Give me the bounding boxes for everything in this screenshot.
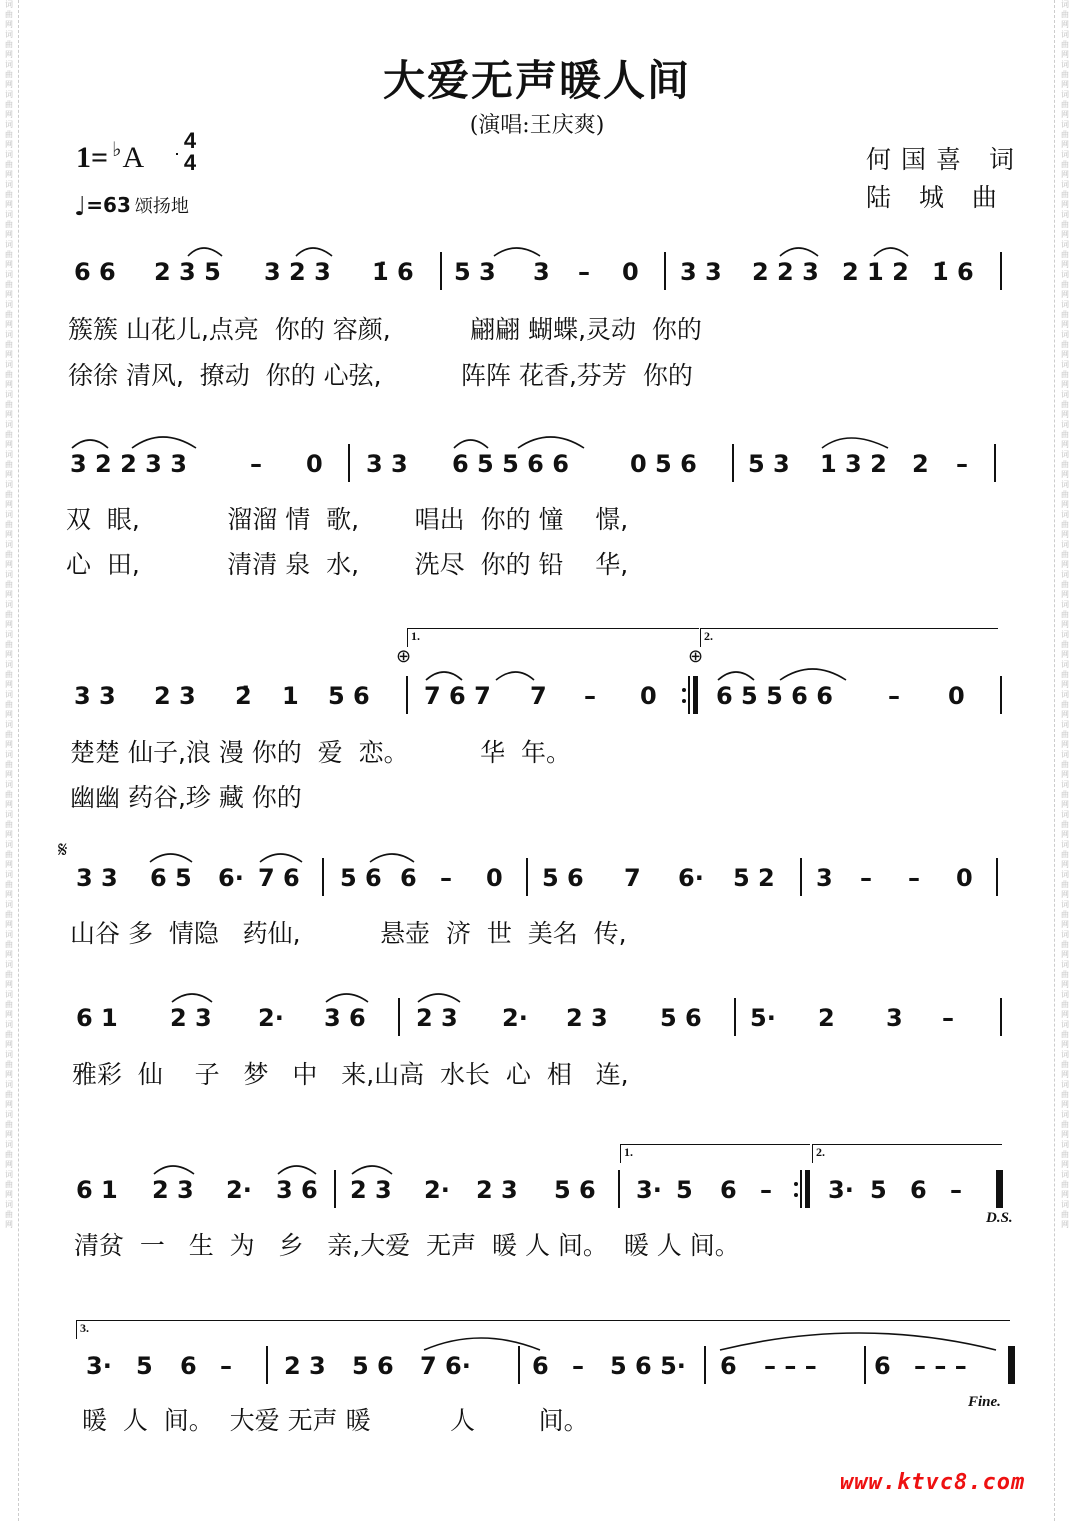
note-group: 6: [180, 1352, 197, 1380]
time-sig-top: 4: [183, 128, 197, 153]
note-group: 5 6: [542, 864, 584, 892]
note-group: 2 3 5: [154, 258, 221, 286]
bar-line: [618, 1170, 620, 1208]
note-group: 5·: [750, 1004, 776, 1032]
note-group: 2 2 3: [752, 258, 819, 286]
note-group: 2: [912, 450, 929, 478]
slur: [260, 854, 302, 862]
lyric-line: 楚楚 仙子,浪 漫 你的 爱 恋。 华 年。: [70, 738, 571, 767]
note-group: 2 3: [154, 682, 196, 710]
note-group: 7: [624, 864, 641, 892]
bar-line: [800, 858, 802, 896]
time-sig-bar: [176, 153, 178, 155]
bar-line: [266, 1346, 268, 1384]
note-group: 2·: [258, 1004, 284, 1032]
note-group: 2: [818, 1004, 835, 1032]
slur: [278, 1166, 316, 1174]
song-title: 大爱无声暖人间: [382, 56, 691, 105]
note-group: 1̇ 6: [372, 258, 414, 286]
bar-line: [732, 444, 734, 482]
note-group: 3: [886, 1004, 903, 1032]
note-group: 3·: [828, 1176, 854, 1204]
flat-icon: ♭: [112, 139, 122, 161]
bar-line: [398, 998, 400, 1036]
note-group: 2 3: [566, 1004, 608, 1032]
slur: [426, 672, 462, 680]
right-dashed-border: [1054, 0, 1055, 1521]
note-group: 6: [532, 1352, 549, 1380]
lyric-line: 雅彩 仙 子 梦 中 来,山高 水长 心 相 连,: [72, 1060, 629, 1089]
note-group: 0: [622, 258, 639, 286]
note-group: 5: [870, 1176, 887, 1204]
final-double-bar-line: [1008, 1346, 1015, 1384]
note-group: 2 3: [284, 1352, 326, 1380]
note-group: 7: [530, 682, 547, 710]
note-group: 5 6: [352, 1352, 394, 1380]
key-prefix: 1=: [76, 141, 109, 174]
note-group: 6·: [678, 864, 704, 892]
lyric-line: 心 田, 清清 泉 水, 洗尽 你的 铅 华,: [66, 550, 629, 579]
note-group: 3: [816, 864, 833, 892]
bar-line: [348, 444, 350, 482]
volta-2: 2.: [700, 628, 998, 647]
slur: [154, 1166, 194, 1174]
note-group: 7 6·: [420, 1352, 471, 1380]
slur: [418, 994, 460, 1002]
slur: [822, 438, 888, 448]
note-group: 1 3 2: [820, 450, 887, 478]
note-group: 5 6: [554, 1176, 596, 1204]
notes-line-2: [0, 450, 1074, 484]
note-group: 6 1: [76, 1004, 118, 1032]
slur: [172, 994, 212, 1002]
note-group: 1: [282, 682, 299, 710]
lyric-line: 徐徐 清风, 撩动 你的 心弦, 阵阵 花香,芬芳 你的: [68, 361, 693, 390]
note-group: 6: [910, 1176, 927, 1204]
ds-mark: D.S.: [986, 1210, 1013, 1226]
slur: [454, 440, 488, 448]
left-dashed-border: [18, 0, 19, 1521]
volta-1: 1.: [407, 628, 699, 647]
note-group: 5 6 5·: [610, 1352, 686, 1380]
note-group: 0: [640, 682, 657, 710]
repeat-end-sign: [682, 676, 698, 714]
bar-line: [518, 1346, 520, 1384]
note-group: 0: [948, 682, 965, 710]
notes-line-5: [0, 1004, 1074, 1038]
note-group: –: [760, 1176, 772, 1204]
notes-line-3: [0, 682, 1074, 716]
lyric-line: 暖 人 间。 大爱 无声 暖 人 间。: [82, 1406, 589, 1435]
lyric-line: 簇簇 山花儿,点亮 你的 容颜, 翩翩 蝴蝶,灵动 你的: [68, 315, 702, 344]
note-group: 7 6 7: [424, 682, 491, 710]
bar-line: [1000, 252, 1002, 290]
note-group: –: [956, 450, 968, 478]
note-group: 5: [676, 1176, 693, 1204]
note-group: 3 3: [76, 864, 118, 892]
singer-credit: (演唱:王庆爽): [469, 113, 605, 138]
slur: [718, 672, 754, 680]
note-group: –: [942, 1004, 954, 1032]
note-group: 6 5 5 6 6: [716, 682, 833, 710]
note-group: – – –: [914, 1352, 967, 1380]
note-group: 6 5: [150, 864, 192, 892]
note-group: 2̇: [235, 682, 252, 710]
volta-3: 3.: [76, 1320, 1010, 1339]
slur: [132, 437, 196, 448]
note-group: 2·: [502, 1004, 528, 1032]
key-signature: [76, 137, 144, 175]
slur: [370, 854, 414, 862]
slur: [352, 1166, 392, 1174]
left-watermark-strip: 词曲网词曲网词曲网词曲网词曲网词曲网词曲网词曲网词曲网词曲网词曲网词曲网词曲网词曲网词曲网词曲网词曲网词曲网词曲网词曲网词曲网词曲网词曲网词曲网词曲网词曲网词曲网词曲网词曲网词曲网词曲网词曲网词曲网词曲网词曲网词曲网词曲网词曲网词曲网词曲网词曲网: [5, 0, 13, 1229]
note-group: 0: [486, 864, 503, 892]
note-group: 0: [306, 450, 323, 478]
note-group: 3 3: [366, 450, 408, 478]
note-group: –: [950, 1176, 962, 1204]
note-group: –: [440, 864, 452, 892]
note-group: 6: [720, 1176, 737, 1204]
key-name: A: [122, 141, 145, 174]
repeat-end-sign: [794, 1170, 810, 1208]
note-group: 5 2: [733, 864, 775, 892]
note-group: 3: [533, 258, 550, 286]
bar-line: [1000, 998, 1002, 1036]
lyric-line: 清贫 一 生 为 乡 亲,大爱 无声 暖 人 间。 暖 人 间。: [74, 1231, 740, 1260]
segno-icon: 𝄋: [58, 838, 68, 863]
double-bar-line: [996, 1170, 1003, 1208]
bar-line: [864, 1346, 866, 1384]
note-group: 7 6: [258, 864, 300, 892]
note-group: 3 6: [276, 1176, 318, 1204]
note-group: 6 5 5 6 6: [452, 450, 569, 478]
fine-mark: Fine.: [968, 1394, 1001, 1410]
note-group: 3·: [86, 1352, 112, 1380]
bar-line: [526, 858, 528, 896]
slur: [326, 994, 368, 1002]
note-group: –: [888, 682, 900, 710]
note-group: –: [860, 864, 872, 892]
lyric-line: 双 眼, 溜溜 情 歌, 唱出 你的 憧 憬,: [66, 505, 629, 534]
quarter-note-icon: ♩: [74, 192, 87, 222]
note-group: 5 3: [454, 258, 496, 286]
bar-line: [322, 858, 324, 896]
site-watermark: www.ktvc8.com: [840, 1470, 1026, 1495]
note-group: – – –: [764, 1352, 817, 1380]
note-group: 3 2 2 3 3: [70, 450, 187, 478]
note-group: –: [220, 1352, 232, 1380]
note-group: 3·: [636, 1176, 662, 1204]
slur: [518, 437, 584, 448]
note-group: 3 6: [324, 1004, 366, 1032]
volta-1: 1.: [620, 1144, 810, 1163]
note-group: 1̇ 6: [932, 258, 974, 286]
note-group: 6: [874, 1352, 891, 1380]
note-group: 2 3: [416, 1004, 458, 1032]
slur: [424, 1338, 540, 1350]
slur: [188, 248, 222, 256]
note-group: 5 6: [340, 864, 382, 892]
slur: [780, 669, 846, 680]
composer-credit: 陆 城 曲: [866, 183, 1007, 212]
notes-line-7: [0, 1352, 1074, 1386]
notes-line-1: [0, 258, 1074, 292]
bar-line: [704, 1346, 706, 1384]
bar-line: [440, 252, 442, 290]
right-watermark-strip: 词曲网词曲网词曲网词曲网词曲网词曲网词曲网词曲网词曲网词曲网词曲网词曲网词曲网词曲网词曲网词曲网词曲网词曲网词曲网词曲网词曲网词曲网词曲网词曲网词曲网词曲网词曲网词曲网词曲网词曲网词曲网词曲网词曲网词曲网词曲网词曲网词曲网词曲网词曲网词曲网词曲网: [1061, 0, 1069, 1229]
note-group: 5 6: [328, 682, 370, 710]
slur: [496, 672, 534, 680]
slur: [72, 440, 108, 448]
tempo-value: =63: [86, 193, 131, 217]
time-signature: [176, 130, 204, 174]
note-group: 6: [400, 864, 417, 892]
lyric-line: 幽幽 药谷,珍 藏 你的: [70, 783, 302, 812]
bar-line: [664, 252, 666, 290]
lyricist-credit: 何国喜 词: [866, 145, 1024, 174]
bar-line: [734, 998, 736, 1036]
notes-line-4: [0, 864, 1074, 898]
note-group: 3 3: [74, 682, 116, 710]
note-group: –: [584, 682, 596, 710]
note-group: 0: [956, 864, 973, 892]
bar-line: [996, 858, 998, 896]
note-group: 3 3: [680, 258, 722, 286]
note-group: –: [572, 1352, 584, 1380]
coda-icon: ⊕: [396, 646, 412, 667]
note-group: 5 6: [660, 1004, 702, 1032]
note-group: 5 3: [748, 450, 790, 478]
bar-line: [1000, 676, 1002, 714]
slur: [150, 854, 192, 862]
note-group: –: [250, 450, 262, 478]
note-group: 2 3: [350, 1176, 392, 1204]
note-group: –: [578, 258, 590, 286]
note-group: 0 5 6: [630, 450, 697, 478]
lyric-line: 山谷 多 情隐 药仙, 悬壶 济 世 美名 传,: [70, 919, 627, 948]
note-group: –: [908, 864, 920, 892]
note-group: 3 2 3: [264, 258, 331, 286]
note-group: 2 3: [170, 1004, 212, 1032]
time-sig-bottom: 4: [183, 150, 197, 175]
note-group: 2 3: [152, 1176, 194, 1204]
note-group: 2·: [226, 1176, 252, 1204]
note-group: 2 3: [476, 1176, 518, 1204]
note-group: 6 1: [76, 1176, 118, 1204]
slur: [296, 248, 332, 256]
note-group: 5: [136, 1352, 153, 1380]
note-group: 6: [720, 1352, 737, 1380]
bar-line: [994, 444, 996, 482]
bar-line: [334, 1170, 336, 1208]
note-group: 6·: [218, 864, 244, 892]
bar-line: [406, 676, 408, 714]
tempo-style: 颂扬地: [134, 196, 189, 217]
slur: [780, 248, 818, 256]
slur: [494, 248, 540, 256]
note-group: 2 1 2: [842, 258, 909, 286]
slur: [874, 248, 908, 256]
tempo-marking: [74, 192, 189, 222]
notes-line-6: [0, 1176, 1074, 1210]
coda-icon: ⊕: [688, 646, 704, 667]
volta-2: 2.: [812, 1144, 1002, 1163]
note-group: 2·: [424, 1176, 450, 1204]
note-group: 6 6: [74, 258, 116, 286]
